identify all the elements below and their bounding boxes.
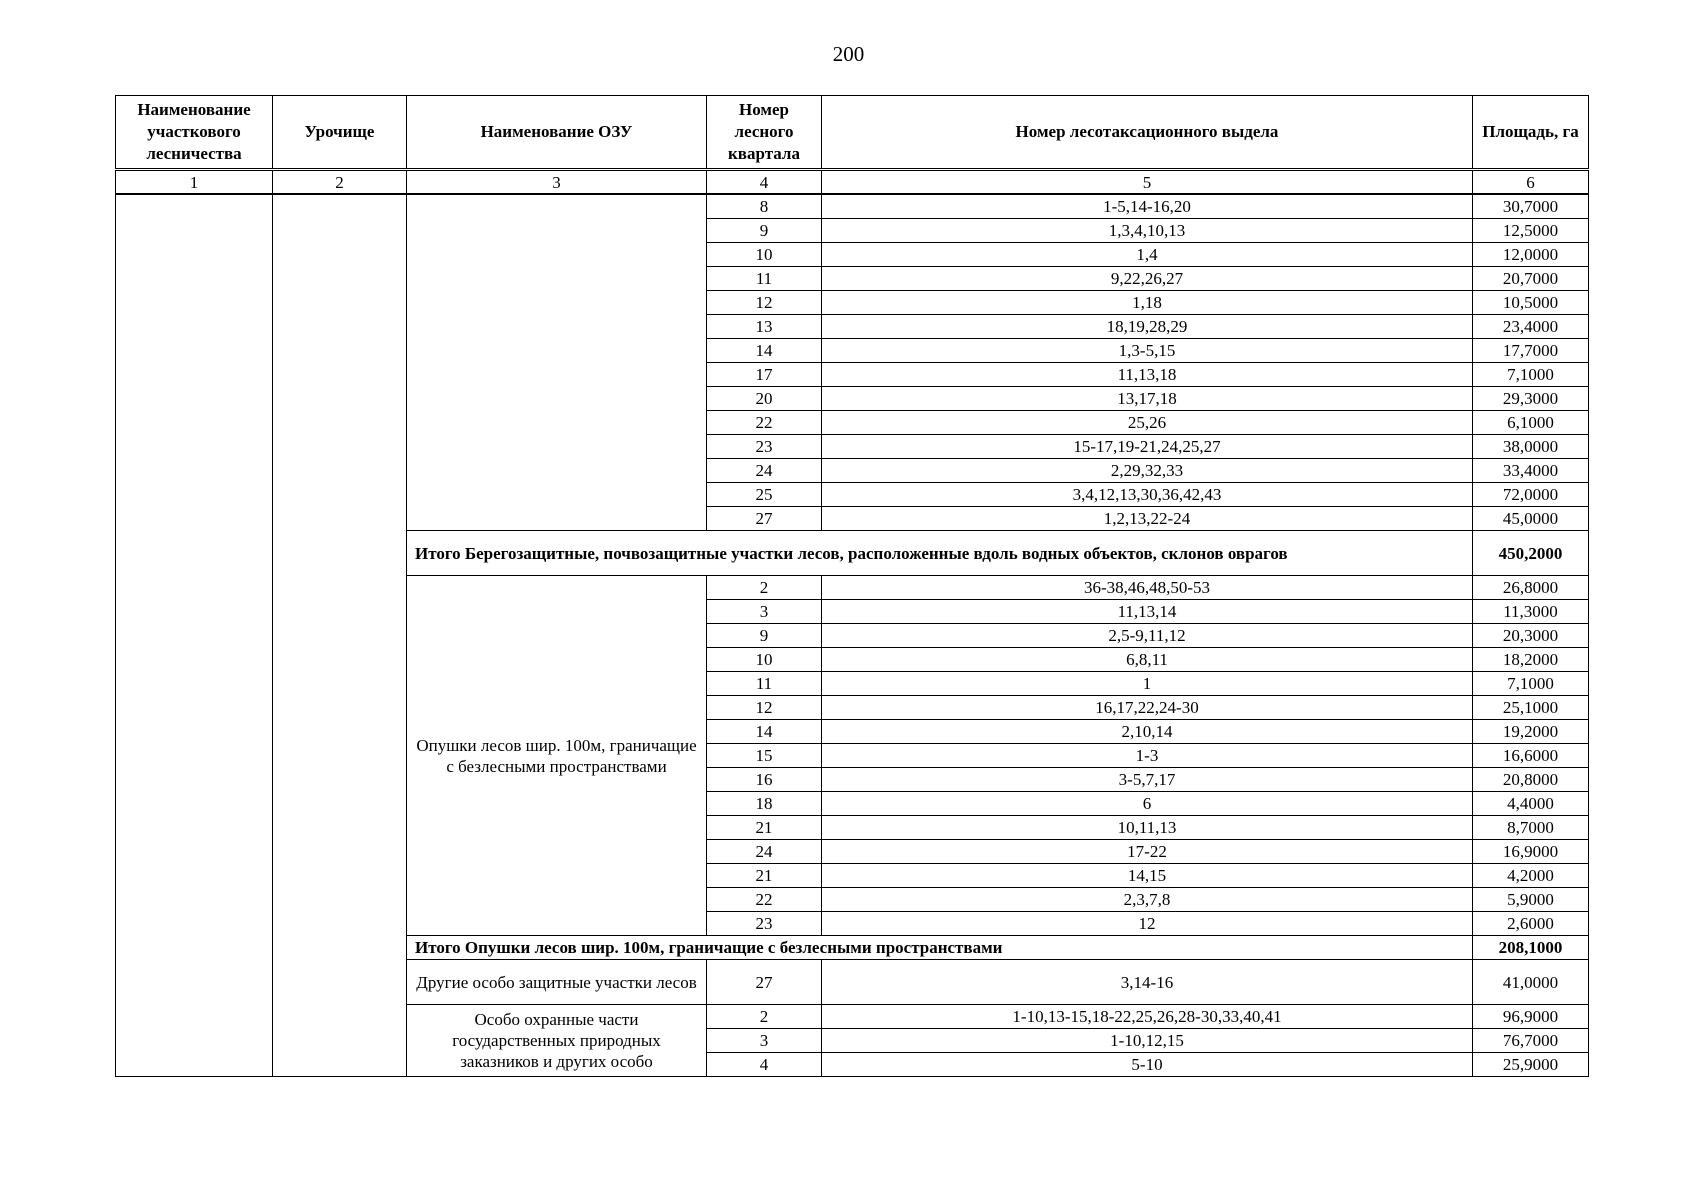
quarter-number: 24 xyxy=(707,459,822,483)
quarter-number: 8 xyxy=(707,194,822,219)
total-area: 450,2000 xyxy=(1473,531,1589,576)
ozu-table xyxy=(115,95,1589,1077)
allotment-numbers: 2,29,32,33 xyxy=(822,459,1473,483)
allotment-numbers: 18,19,28,29 xyxy=(822,315,1473,339)
header-quarter-number: Номер лесного квартала xyxy=(707,96,822,170)
quarter-number: 10 xyxy=(707,648,822,672)
quarter-number: 12 xyxy=(707,696,822,720)
allotment-numbers: 3-5,7,17 xyxy=(822,768,1473,792)
header-ozu-name: Наименование ОЗУ xyxy=(407,96,707,170)
column-number: 6 xyxy=(1473,170,1589,195)
allotment-numbers: 25,26 xyxy=(822,411,1473,435)
column-number: 4 xyxy=(707,170,822,195)
area-value: 19,2000 xyxy=(1473,720,1589,744)
allotment-numbers: 1,3-5,15 xyxy=(822,339,1473,363)
allotment-numbers: 6 xyxy=(822,792,1473,816)
quarter-number: 24 xyxy=(707,840,822,864)
allotment-numbers: 5-10 xyxy=(822,1053,1473,1077)
allotment-numbers: 1-10,12,15 xyxy=(822,1029,1473,1053)
allotment-numbers: 3,4,12,13,30,36,42,43 xyxy=(822,483,1473,507)
area-value: 5,9000 xyxy=(1473,888,1589,912)
allotment-numbers: 2,5-9,11,12 xyxy=(822,624,1473,648)
area-value: 20,7000 xyxy=(1473,267,1589,291)
total-label: Итого Берегозащитные, почвозащитные участки лесов, расположенные вдоль водных объектов, склонов оврагов xyxy=(407,531,1473,576)
quarter-number: 2 xyxy=(707,1005,822,1029)
quarter-number: 13 xyxy=(707,315,822,339)
quarter-number: 3 xyxy=(707,600,822,624)
allotment-numbers: 1 xyxy=(822,672,1473,696)
quarter-number: 10 xyxy=(707,243,822,267)
area-value: 7,1000 xyxy=(1473,672,1589,696)
quarter-number: 16 xyxy=(707,768,822,792)
area-value: 72,0000 xyxy=(1473,483,1589,507)
allotment-numbers: 1-10,13-15,18-22,25,26,28-30,33,40,41 xyxy=(822,1005,1473,1029)
quarter-number: 20 xyxy=(707,387,822,411)
allotment-numbers: 2,3,7,8 xyxy=(822,888,1473,912)
allotment-numbers: 15-17,19-21,24,25,27 xyxy=(822,435,1473,459)
area-value: 16,9000 xyxy=(1473,840,1589,864)
quarter-number: 27 xyxy=(707,507,822,531)
allotment-numbers: 14,15 xyxy=(822,864,1473,888)
allotment-numbers: 1,4 xyxy=(822,243,1473,267)
quarter-number: 23 xyxy=(707,435,822,459)
column-number: 1 xyxy=(116,170,273,195)
area-value: 4,2000 xyxy=(1473,864,1589,888)
area-value: 25,1000 xyxy=(1473,696,1589,720)
area-value: 20,3000 xyxy=(1473,624,1589,648)
header-forestry: Наименование участкового лесничества xyxy=(116,96,273,170)
column-number: 5 xyxy=(822,170,1473,195)
quarter-number: 3 xyxy=(707,1029,822,1053)
column-number: 3 xyxy=(407,170,707,195)
area-value: 7,1000 xyxy=(1473,363,1589,387)
area-value: 18,2000 xyxy=(1473,648,1589,672)
area-value: 20,8000 xyxy=(1473,768,1589,792)
ozu-name-cell: Опушки лесов шир. 100м, граничащие с безлесными пространствами xyxy=(407,576,707,936)
quarter-number: 22 xyxy=(707,411,822,435)
area-value: 96,9000 xyxy=(1473,1005,1589,1029)
quarter-number: 18 xyxy=(707,792,822,816)
allotment-numbers: 6,8,11 xyxy=(822,648,1473,672)
allotment-numbers: 2,10,14 xyxy=(822,720,1473,744)
header-area: Площадь, га xyxy=(1473,96,1589,170)
allotment-numbers: 17-22 xyxy=(822,840,1473,864)
column-numbers-row xyxy=(116,170,1589,195)
allotment-numbers: 1,3,4,10,13 xyxy=(822,219,1473,243)
area-value: 41,0000 xyxy=(1473,960,1589,1005)
area-value: 2,6000 xyxy=(1473,912,1589,936)
header-tract: Урочище xyxy=(273,96,407,170)
quarter-number: 25 xyxy=(707,483,822,507)
area-value: 11,3000 xyxy=(1473,600,1589,624)
allotment-numbers: 1,18 xyxy=(822,291,1473,315)
area-value: 16,6000 xyxy=(1473,744,1589,768)
quarter-number: 12 xyxy=(707,291,822,315)
allotment-numbers: 10,11,13 xyxy=(822,816,1473,840)
column-number: 2 xyxy=(273,170,407,195)
total-area: 208,1000 xyxy=(1473,936,1589,960)
quarter-number: 9 xyxy=(707,219,822,243)
quarter-number: 9 xyxy=(707,624,822,648)
total-label: Итого Опушки лесов шир. 100м, граничащие с безлесными пространствами xyxy=(407,936,1473,960)
quarter-number: 23 xyxy=(707,912,822,936)
area-value: 10,5000 xyxy=(1473,291,1589,315)
quarter-number: 14 xyxy=(707,339,822,363)
quarter-number: 17 xyxy=(707,363,822,387)
allotment-numbers: 16,17,22,24-30 xyxy=(822,696,1473,720)
area-value: 45,0000 xyxy=(1473,507,1589,531)
allotment-numbers: 36-38,46,48,50-53 xyxy=(822,576,1473,600)
quarter-number: 11 xyxy=(707,672,822,696)
allotment-numbers: 11,13,14 xyxy=(822,600,1473,624)
area-value: 12,5000 xyxy=(1473,219,1589,243)
quarter-number: 11 xyxy=(707,267,822,291)
table-row xyxy=(116,194,1589,219)
area-value: 76,7000 xyxy=(1473,1029,1589,1053)
header-allotment-number: Номер лесотаксационного выдела xyxy=(822,96,1473,170)
ozu-name-cell: Другие особо защитные участки лесов xyxy=(407,960,707,1005)
page-number: 200 xyxy=(832,42,865,66)
area-value: 17,7000 xyxy=(1473,339,1589,363)
quarter-number: 14 xyxy=(707,720,822,744)
ozu-name-cell xyxy=(407,194,707,531)
allotment-numbers: 9,22,26,27 xyxy=(822,267,1473,291)
quarter-number: 4 xyxy=(707,1053,822,1077)
allotment-numbers: 1-5,14-16,20 xyxy=(822,194,1473,219)
ozu-name-cell: Особо охранные части государственных природных заказников и других особо xyxy=(407,1005,707,1077)
area-value: 4,4000 xyxy=(1473,792,1589,816)
quarter-number: 21 xyxy=(707,864,822,888)
area-value: 29,3000 xyxy=(1473,387,1589,411)
header-row xyxy=(116,96,1589,170)
quarter-number: 27 xyxy=(707,960,822,1005)
area-value: 23,4000 xyxy=(1473,315,1589,339)
quarter-number: 2 xyxy=(707,576,822,600)
allotment-numbers: 12 xyxy=(822,912,1473,936)
tract-cell xyxy=(273,194,407,1077)
quarter-number: 15 xyxy=(707,744,822,768)
forestry-cell xyxy=(116,194,273,1077)
allotment-numbers: 11,13,18 xyxy=(822,363,1473,387)
allotment-numbers: 1-3 xyxy=(822,744,1473,768)
area-value: 6,1000 xyxy=(1473,411,1589,435)
quarter-number: 21 xyxy=(707,816,822,840)
allotment-numbers: 3,14-16 xyxy=(822,960,1473,1005)
area-value: 26,8000 xyxy=(1473,576,1589,600)
area-value: 30,7000 xyxy=(1473,194,1589,219)
area-value: 25,9000 xyxy=(1473,1053,1589,1077)
allotment-numbers: 1,2,13,22-24 xyxy=(822,507,1473,531)
allotment-numbers: 13,17,18 xyxy=(822,387,1473,411)
area-value: 8,7000 xyxy=(1473,816,1589,840)
quarter-number: 22 xyxy=(707,888,822,912)
area-value: 38,0000 xyxy=(1473,435,1589,459)
area-value: 12,0000 xyxy=(1473,243,1589,267)
area-value: 33,4000 xyxy=(1473,459,1589,483)
